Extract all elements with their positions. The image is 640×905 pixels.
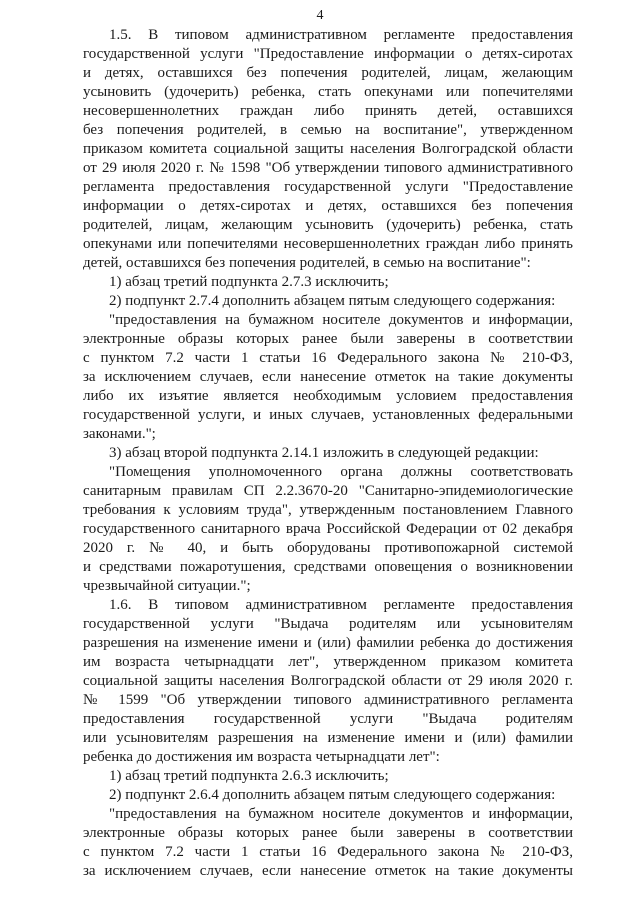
text-line: опекунами или попечителями несовершеннолетних граждан либо принять <box>83 236 573 252</box>
text-line: либо их изъятие является необходимым условием предоставления <box>83 388 573 404</box>
text-line: "предоставления на бумажном носителе документов и информации, <box>109 312 573 328</box>
text-line: от 29 июля 2020 г. № 1598 "Об утверждении типового административного <box>83 160 573 176</box>
text-line: государственной услуги, и иных случаев, установленных федеральными <box>83 407 573 423</box>
text-line: государственной услуги "Предоставление информации о детях-сиротах <box>83 46 573 62</box>
text-line: социальной защиты населения Волгоградской области от 29 июля 2020 г. <box>83 673 573 689</box>
text-line: 1.5. В типовом административном регламенте предоставления <box>109 27 573 43</box>
text-line: регламента предоставления государственной услуги "Предоставление <box>83 179 573 195</box>
text-line: чрезвычайной ситуации."; <box>83 578 251 594</box>
text-line: 2020 г. № 40, и быть оборудованы противопожарной системой <box>83 540 573 556</box>
text-line: предоставления государственной услуги "Выдача родителям <box>83 711 573 727</box>
text-line: без попечения родителей, в семью на воспитание", утвержденном <box>83 122 573 138</box>
text-line: электронные образы которых ранее были заверены в соответствии <box>83 825 573 841</box>
text-line: детей, оставшихся без попечения родителей, в семью на воспитание": <box>83 255 531 271</box>
text-line: несовершеннолетних граждан либо принять детей, оставшихся <box>83 103 573 119</box>
text-line: усыновить (удочерить) ребенка, стать опекунами или попечителями <box>83 84 573 100</box>
text-line: требования к условиям труда", утвержденным постановлением Главного <box>83 502 573 518</box>
text-line: за исключением случаев, если нанесение отметок на такие документы <box>83 369 573 385</box>
text-line: или усыновителям разрешения на изменение имени и (или) фамилии <box>83 730 573 746</box>
text-line: разрешения на изменение имени и (или) фамилии ребенка до достижения <box>83 635 573 651</box>
text-line: законами."; <box>83 426 156 442</box>
text-line: санитарным правилам СП 2.2.3670-20 "Санитарно-эпидемиологические <box>83 483 573 499</box>
text-line: 2) подпункт 2.7.4 дополнить абзацем пятым следующего содержания: <box>109 293 556 309</box>
text-line: 2) подпункт 2.6.4 дополнить абзацем пятым следующего содержания: <box>109 787 556 803</box>
text-line: 3) абзац второй подпункта 2.14.1 изложить в следующей редакции: <box>109 445 539 461</box>
text-line: приказом комитета социальной защиты населения Волгоградской области <box>83 141 573 157</box>
text-line: им возраста четырнадцати лет", утвержденном приказом комитета <box>83 654 573 670</box>
text-line: государственного санитарного врача Российской Федерации от 02 декабря <box>83 521 573 537</box>
text-line: 1.6. В типовом административном регламенте предоставления <box>109 597 573 613</box>
text-line: с пунктом 7.2 части 1 статьи 16 Федерального закона № 210-ФЗ, <box>83 844 573 860</box>
text-line: информации о детях-сиротах и детях, оставшихся без попечения <box>83 198 573 214</box>
page-number: 4 <box>316 8 324 23</box>
text-line: за исключением случаев, если нанесение отметок на такие документы <box>83 863 573 879</box>
text-line: государственной услуги "Выдача родителям или усыновителям <box>83 616 573 632</box>
text-line: 1) абзац третий подпункта 2.7.3 исключить; <box>109 274 389 290</box>
text-line: с пунктом 7.2 части 1 статьи 16 Федерального закона № 210-ФЗ, <box>83 350 573 366</box>
text-line: родителей, лицам, желающим усыновить (удочерить) ребенка, стать <box>83 217 573 233</box>
text-line: "предоставления на бумажном носителе документов и информации, <box>109 806 573 822</box>
document-body <box>83 26 573 881</box>
text-line: и средствами пожаротушения, средствами оповещения о возникновении <box>83 559 573 575</box>
text-line: 1) абзац третий подпункта 2.6.3 исключить; <box>109 768 389 784</box>
text-line: электронные образы которых ранее были заверены в соответствии <box>83 331 573 347</box>
text-line: ребенка до достижения им возраста четырнадцати лет": <box>83 749 440 765</box>
text-line: № 1599 "Об утверждении типового административного регламента <box>83 692 573 708</box>
text-line: и детях, оставшихся без попечения родителей, лицам, желающим <box>83 65 573 81</box>
text-line: "Помещения уполномоченного органа должны соответствовать <box>109 464 573 480</box>
